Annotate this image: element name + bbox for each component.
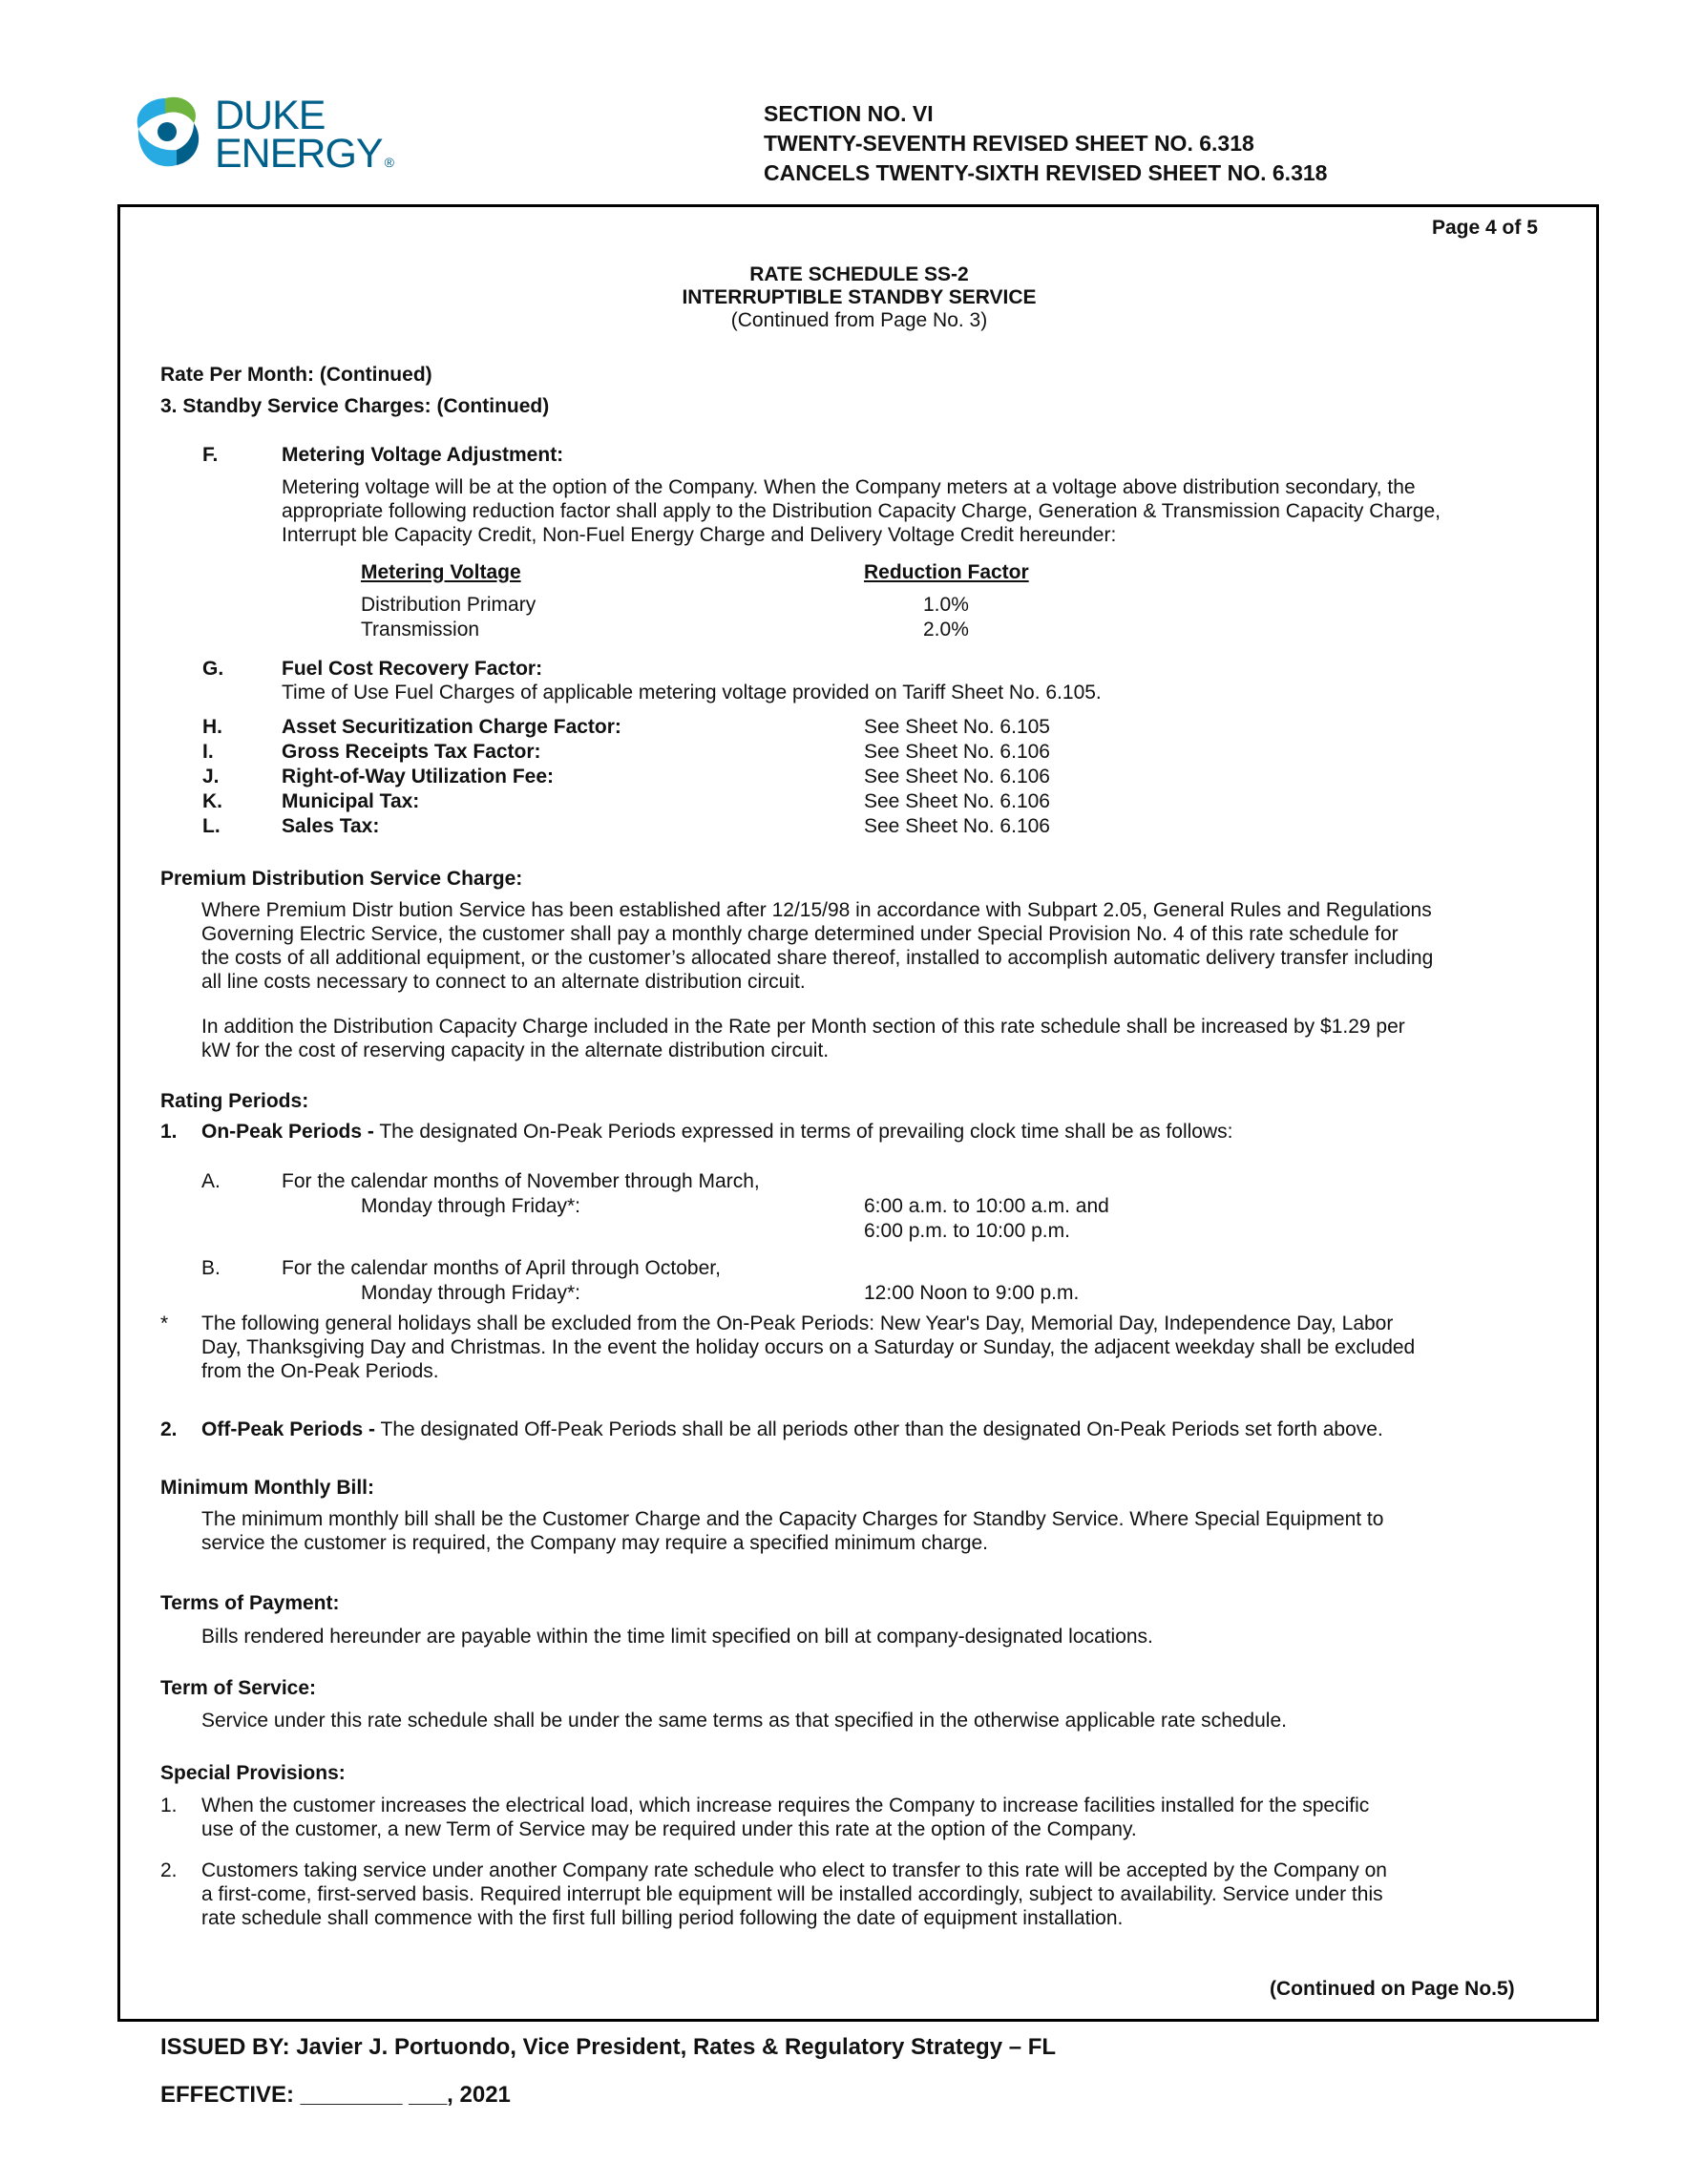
schedule-title	[573, 263, 1146, 332]
duke-energy-logo	[127, 91, 413, 186]
continued-note: (Continued on Page No.5)	[1270, 1978, 1515, 2000]
item-sheet-ref: See Sheet No. 6.106	[864, 815, 1050, 837]
period-a-time-2: 6:00 p.m. to 10:00 p.m.	[864, 1220, 1070, 1242]
premium-paragraph-1	[201, 898, 1553, 994]
special-provisions-heading: Special Provisions:	[160, 1762, 346, 1784]
provision-2-line: Customers taking service under another Company rate schedule who elect to transfer to this rate will be accepted by the Company on	[201, 1859, 1387, 1881]
provision-1-line: When the customer increases the electrical load, which increase requires the Company to increase facilities installed for the specific	[201, 1795, 1370, 1816]
revised-sheet-number: TWENTY-SEVENTH REVISED SHEET NO. 6.318	[764, 131, 1254, 156]
premium-p1-line: Governing Electric Service, the customer shall pay a monthly charge determined under Special Provision No. 4 of this rate schedule for	[201, 923, 1399, 945]
metering-row-1-voltage: Distribution Primary	[361, 594, 536, 616]
item-letter: J.	[202, 766, 220, 788]
items-h-l-letters	[202, 715, 222, 839]
cancels-sheet-number: CANCELS TWENTY-SIXTH REVISED SHEET NO. 6.318	[764, 160, 1328, 185]
offpeak-number: 2.	[160, 1418, 178, 1440]
item-g-heading: Fuel Cost Recovery Factor:	[282, 658, 543, 680]
onpeak-label: On-Peak Periods -	[201, 1121, 374, 1143]
premium-heading: Premium Distribution Service Charge:	[160, 868, 523, 890]
logo-line-1: DUKE	[215, 93, 326, 138]
item-f-text-line-2: appropriate following reduction factor shall apply to the Distribution Capacity Charge, Generation & Transmission Capacity Charge,	[282, 500, 1441, 522]
item-letter: I.	[202, 741, 214, 763]
item-label: Asset Securitization Charge Factor:	[282, 716, 621, 738]
item-sheet-ref: See Sheet No. 6.105	[864, 716, 1050, 738]
item-label: Municipal Tax:	[282, 790, 420, 812]
period-b-time: 12:00 Noon to 9:00 p.m.	[864, 1282, 1080, 1304]
holiday-asterisk: *	[160, 1312, 169, 1334]
period-b-text: For the calendar months of April through October,	[282, 1257, 721, 1279]
holiday-note	[201, 1312, 1553, 1383]
item-f-text-line-1: Metering voltage will be at the option of the Company. When the Company meters at a voltage above distribution secondary, the	[282, 476, 1416, 498]
sheet-header	[764, 99, 1327, 188]
item-label: Sales Tax:	[282, 815, 380, 837]
metering-row-2-factor: 2.0%	[923, 619, 969, 640]
schedule-title-line-1: RATE SCHEDULE SS-2	[749, 263, 969, 285]
onpeak-number: 1.	[160, 1121, 178, 1143]
provision-1-line: use of the customer, a new Term of Service may be required under this rate at the option of the Company.	[201, 1818, 1137, 1840]
term-text: Service under this rate schedule shall be under the same terms as that specified in the otherwise applicable rate schedule.	[201, 1710, 1287, 1732]
provision-2-text	[201, 1858, 1553, 1930]
provision-2-line: a first-come, first-served basis. Required interrupt ble equipment will be installed accordingly, subject to availability. Service under this	[201, 1883, 1383, 1905]
period-b-days: Monday through Friday*:	[361, 1282, 580, 1304]
premium-paragraph-2	[201, 1015, 1553, 1062]
logo-line-2	[215, 131, 393, 181]
item-g-letter: G.	[202, 658, 224, 680]
minimum-bill-text	[201, 1507, 1553, 1555]
payment-text: Bills rendered hereunder are payable within the time limit specified on bill at company-designated locations.	[201, 1626, 1153, 1648]
rating-periods-heading: Rating Periods:	[160, 1090, 309, 1112]
standby-charges-heading: 3. Standby Service Charges: (Continued)	[160, 395, 550, 417]
minimum-bill-heading: Minimum Monthly Bill:	[160, 1477, 374, 1499]
period-a-text: For the calendar months of November through March,	[282, 1170, 760, 1192]
provision-1-number: 1.	[160, 1795, 178, 1816]
item-label: Gross Receipts Tax Factor:	[282, 741, 541, 763]
item-sheet-ref: See Sheet No. 6.106	[864, 790, 1050, 812]
metering-row-1-factor: 1.0%	[923, 594, 969, 616]
item-f-text	[282, 475, 1551, 547]
duke-energy-logo-mark-icon	[127, 91, 213, 186]
provision-2-line: rate schedule shall commence with the first full billing period following the date of equipment installation.	[201, 1907, 1124, 1929]
item-f-letter: F.	[202, 444, 219, 466]
premium-p2-line: In addition the Distribution Capacity Charge included in the Rate per Month section of this rate schedule shall be increased by $1.29 per	[201, 1016, 1405, 1038]
logo-line-2-text: ENERGY	[215, 131, 383, 177]
minimum-bill-line: The minimum monthly bill shall be the Customer Charge and the Capacity Charges for Standby Service. Where Special Equipment to	[201, 1508, 1384, 1530]
item-letter: K.	[202, 790, 222, 812]
item-f-heading: Metering Voltage Adjustment:	[282, 444, 564, 466]
item-label: Right-of-Way Utilization Fee:	[282, 766, 555, 788]
logo-wordmark	[215, 93, 393, 181]
premium-p1-line: Where Premium Distr bution Service has been established after 12/15/98 in accordance with Subpart 2.05, General Rules and Regulations	[201, 899, 1432, 921]
term-heading: Term of Service:	[160, 1677, 317, 1699]
payment-heading: Terms of Payment:	[160, 1592, 340, 1614]
period-a-letter: A.	[201, 1170, 221, 1192]
item-g-text: Time of Use Fuel Charges of applicable metering voltage provided on Tariff Sheet No. 6.105.	[282, 682, 1102, 704]
reduction-factor-column-header: Reduction Factor	[864, 561, 1029, 583]
period-b-letter: B.	[201, 1257, 221, 1279]
schedule-title-line-2: INTERRUPTIBLE STANDBY SERVICE	[682, 286, 1037, 308]
schedule-title-line-3: (Continued from Page No. 3)	[730, 309, 988, 331]
provision-2-number: 2.	[160, 1859, 178, 1881]
page-number: Page 4 of 5	[1432, 217, 1538, 239]
offpeak-label: Off-Peak Periods -	[201, 1418, 376, 1440]
items-h-l-labels	[282, 715, 621, 839]
items-h-l-refs	[864, 715, 1050, 839]
holiday-line: The following general holidays shall be excluded from the On-Peak Periods: New Year's Day, Memorial Day, Independence Day, Labor	[201, 1312, 1394, 1334]
period-a-days: Monday through Friday*:	[361, 1195, 580, 1217]
holiday-line: Day, Thanksgiving Day and Christmas. In the event the holiday occurs on a Saturday or Sunday, the adjacent weekday shall be excluded	[201, 1336, 1416, 1358]
holiday-line: from the On-Peak Periods.	[201, 1360, 439, 1382]
offpeak-text: The designated Off-Peak Periods shall be all periods other than the designated On-Peak Periods set forth above.	[380, 1418, 1383, 1440]
period-a-time-1: 6:00 a.m. to 10:00 a.m. and	[864, 1195, 1109, 1217]
onpeak-line	[201, 1120, 1232, 1144]
rate-per-month-heading: Rate Per Month: (Continued)	[160, 364, 432, 386]
item-f-text-line-3: Interrupt ble Capacity Credit, Non-Fuel Energy Charge and Delivery Voltage Credit hereunder:	[282, 524, 1117, 546]
onpeak-text: The designated On-Peak Periods expressed in terms of prevailing clock time shall be as follows:	[379, 1121, 1233, 1143]
minimum-bill-line: service the customer is required, the Company may require a specified minimum charge.	[201, 1532, 989, 1554]
premium-p2-line: kW for the cost of reserving capacity in the alternate distribution circuit.	[201, 1040, 830, 1061]
offpeak-line	[201, 1418, 1383, 1441]
item-sheet-ref: See Sheet No. 6.106	[864, 741, 1050, 763]
metering-voltage-column-header: Metering Voltage	[361, 561, 521, 583]
effective-date: EFFECTIVE: ________ ___, 2021	[160, 2082, 511, 2108]
issued-by: ISSUED BY: Javier J. Portuondo, Vice President, Rates & Regulatory Strategy – FL	[160, 2034, 1057, 2060]
item-letter: H.	[202, 716, 222, 738]
section-number: SECTION NO. VI	[764, 101, 934, 126]
item-sheet-ref: See Sheet No. 6.106	[864, 766, 1050, 788]
logo-registered-mark: ®	[384, 155, 393, 170]
item-letter: L.	[202, 815, 221, 837]
premium-p1-line: all line costs necessary to connect to an alternate distribution circuit.	[201, 971, 806, 993]
metering-row-2-voltage: Transmission	[361, 619, 480, 640]
provision-1-text	[201, 1794, 1553, 1841]
premium-p1-line: the costs of all additional equipment, or the customer’s allocated share thereof, installed to accomplish automatic delivery transfer including	[201, 947, 1434, 969]
